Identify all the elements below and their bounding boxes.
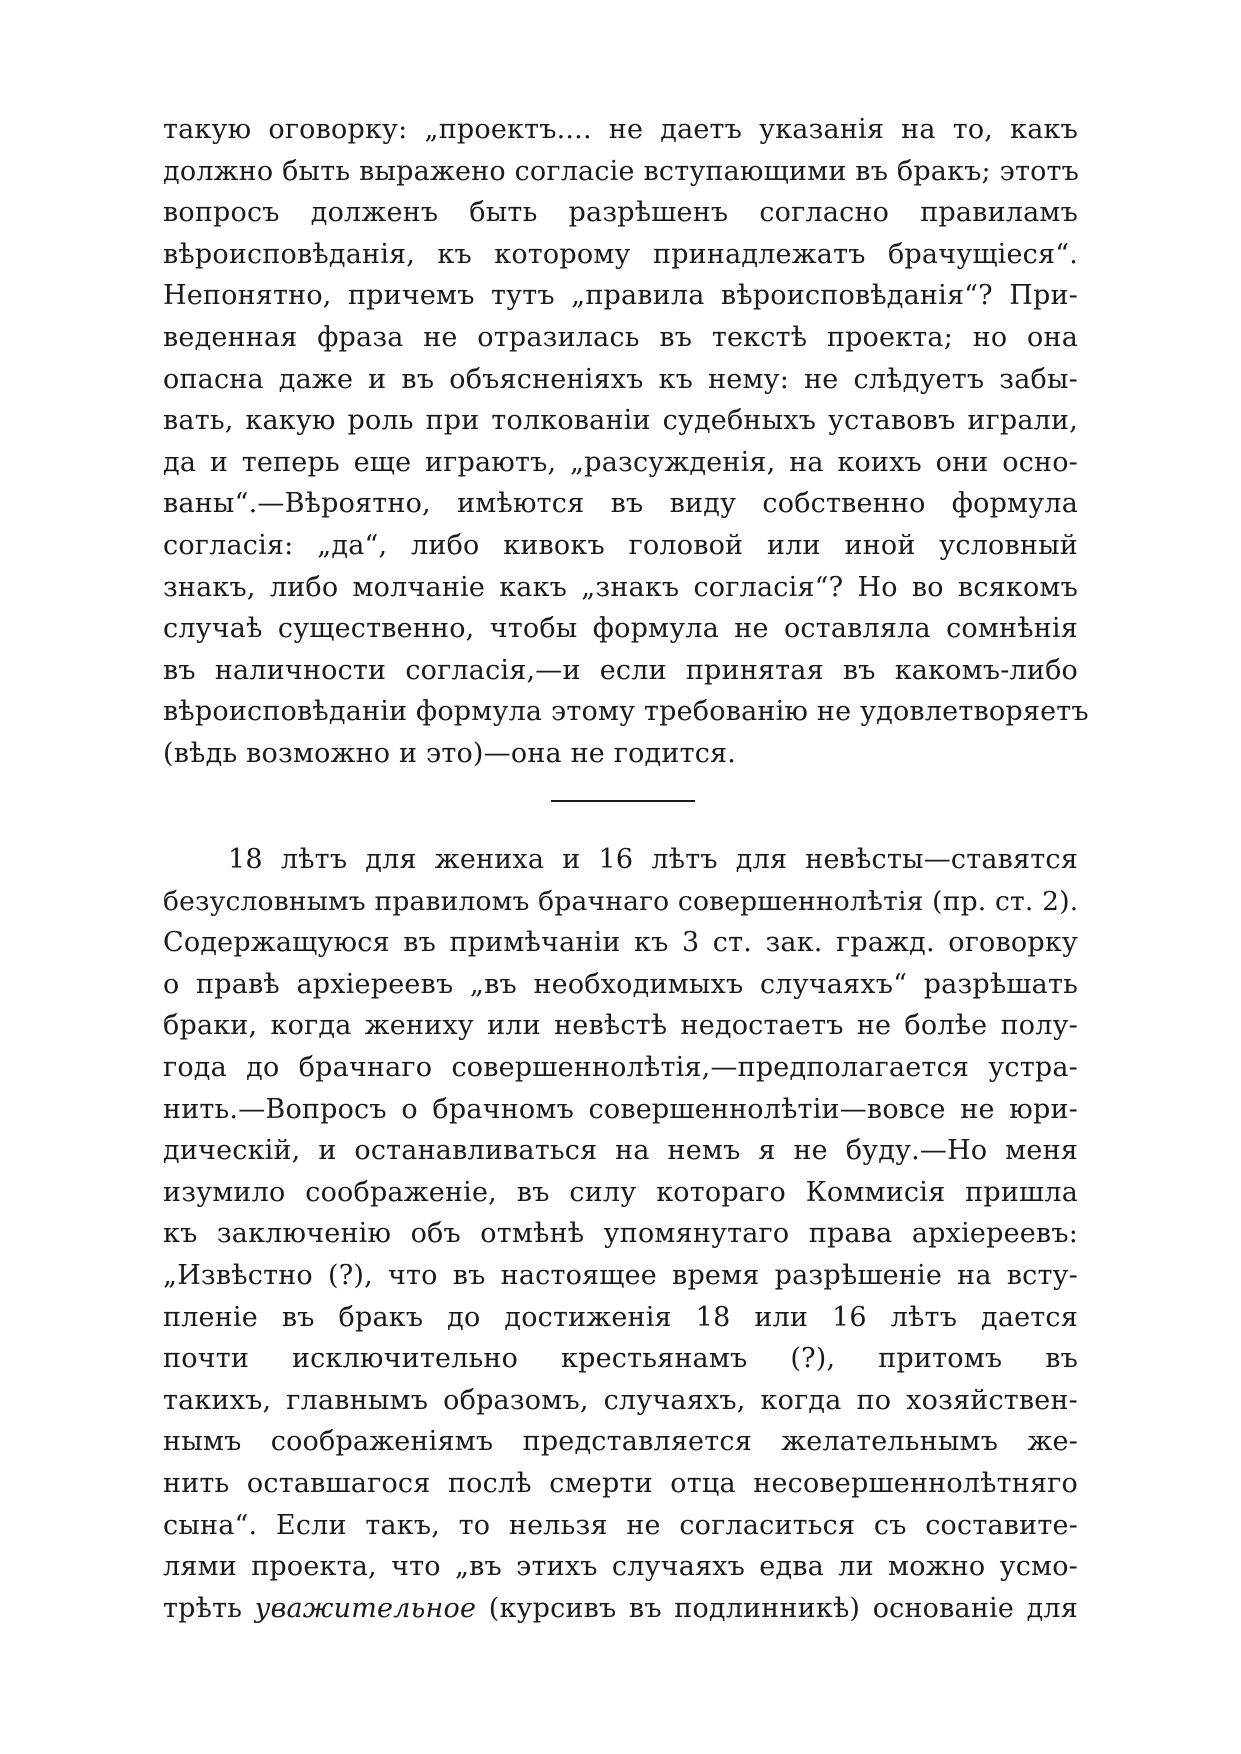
text-line: изумило соображеніе, въ силу котораго Коммисія пришла xyxy=(163,1176,1078,1208)
text-line: знакъ, либо молчаніе какъ „знакъ согласія“? Но во всякомъ xyxy=(163,571,1078,603)
text-line: должно быть выражено согласіе вступающими въ бракъ; этотъ xyxy=(163,155,1080,187)
text-line: нымъ соображеніямъ представляется желательнымъ же- xyxy=(163,1426,1078,1458)
text-line: къ заключенію объ отмѣнѣ упомянутаго права архіереевъ: xyxy=(163,1218,1078,1250)
text-line: такую оговорку: „проектъ.... не даетъ указанія на то, какъ xyxy=(163,114,1078,145)
text-fragment: трѣть xyxy=(163,1592,255,1624)
text-line: вѣроисповѣданія, къ которому принадлежатъ брачущіеся“. xyxy=(163,238,1078,270)
text-line: 18 лѣтъ для жениха и 16 лѣтъ для невѣсты—ставятся xyxy=(228,844,1078,875)
text-line: сына“. Если такъ, то нельзя не согласиться съ составите- xyxy=(163,1509,1078,1541)
text-line: вать, какую роль при толкованіи судебныхъ уставовъ играли, xyxy=(163,405,1078,437)
text-line: пленіе въ бракъ до достиженія 18 или 16 лѣтъ дается xyxy=(163,1301,1078,1333)
paragraph-2 xyxy=(163,839,1078,1629)
text-line: ваны“.—Вѣроятно, имѣются въ виду собственно формула xyxy=(163,488,1078,520)
text-line: случаѣ существенно, чтобы формула не оставляла сомнѣнія xyxy=(163,613,1078,645)
text-line: „Извѣстно (?), что въ настоящее время разрѣшеніе на всту- xyxy=(163,1259,1078,1291)
text-line: Содержащуюся въ примѣчаніи къ 3 ст. зак. гражд. оговорку xyxy=(163,927,1078,959)
text-line: дическій, и останавливаться на немъ я не буду.—Но меня xyxy=(163,1135,1078,1167)
text-line: безусловнымъ правиломъ брачнаго совершеннолѣтія (пр. ст. 2). xyxy=(163,885,1079,917)
text-line: вѣроисповѣданіи формула этому требованію не удовлетворяетъ xyxy=(163,696,1089,728)
text-line: лями проекта, что „въ этихъ случаяхъ едва ли можно усмо- xyxy=(163,1551,1078,1583)
text-line: нить оставшагося послѣ смерти отца несовершеннолѣтняго xyxy=(163,1467,1078,1499)
text-line: браки, когда жениху или невѣстѣ недостаетъ не болѣе полу- xyxy=(163,1010,1078,1042)
text-line: года до брачнаго совершеннолѣтія,—предполагается устра- xyxy=(163,1051,1078,1083)
text-line: такихъ, главнымъ образомъ, случаяхъ, когда по хозяйствен- xyxy=(163,1384,1078,1416)
text-line: нить.—Вопросъ о брачномъ совершеннолѣтіи—вовсе не юри- xyxy=(163,1093,1078,1125)
text-fragment: (курсивъ въ подлинникѣ) основаніе для xyxy=(476,1592,1079,1624)
italic-word: уважительное xyxy=(254,1592,477,1624)
text-line: въ наличности согласія,—и если принятая въ какомъ-либо xyxy=(163,654,1078,686)
text-line: Непонятно, причемъ тутъ „правила вѣроисповѣданія“? При- xyxy=(163,280,1078,312)
text-line: почти исключительно крестьянамъ (?), притомъ въ xyxy=(163,1343,1078,1375)
text-line: (вѣдь возможно и это)—она не годится. xyxy=(163,737,737,769)
text-line: опасна даже и въ объясненіяхъ къ нему: не слѣдуетъ забы- xyxy=(163,363,1078,395)
text-line: о правѣ архіереевъ „въ необходимыхъ случаяхъ“ разрѣшать xyxy=(163,968,1078,1000)
paragraph-1 xyxy=(163,109,1089,775)
text-line-final xyxy=(163,1588,1078,1630)
text-line: веденная фраза не отразилась въ текстѣ проекта; но она xyxy=(163,321,1078,353)
section-divider xyxy=(551,800,695,802)
text-line: вопросъ долженъ быть разрѣшенъ согласно правиламъ xyxy=(163,197,1078,229)
text-line: да и теперь еще играютъ, „разсужденія, на коихъ они осно- xyxy=(163,446,1078,478)
text-line: согласія: „да“, либо кивокъ головой или иной условный xyxy=(163,529,1078,561)
